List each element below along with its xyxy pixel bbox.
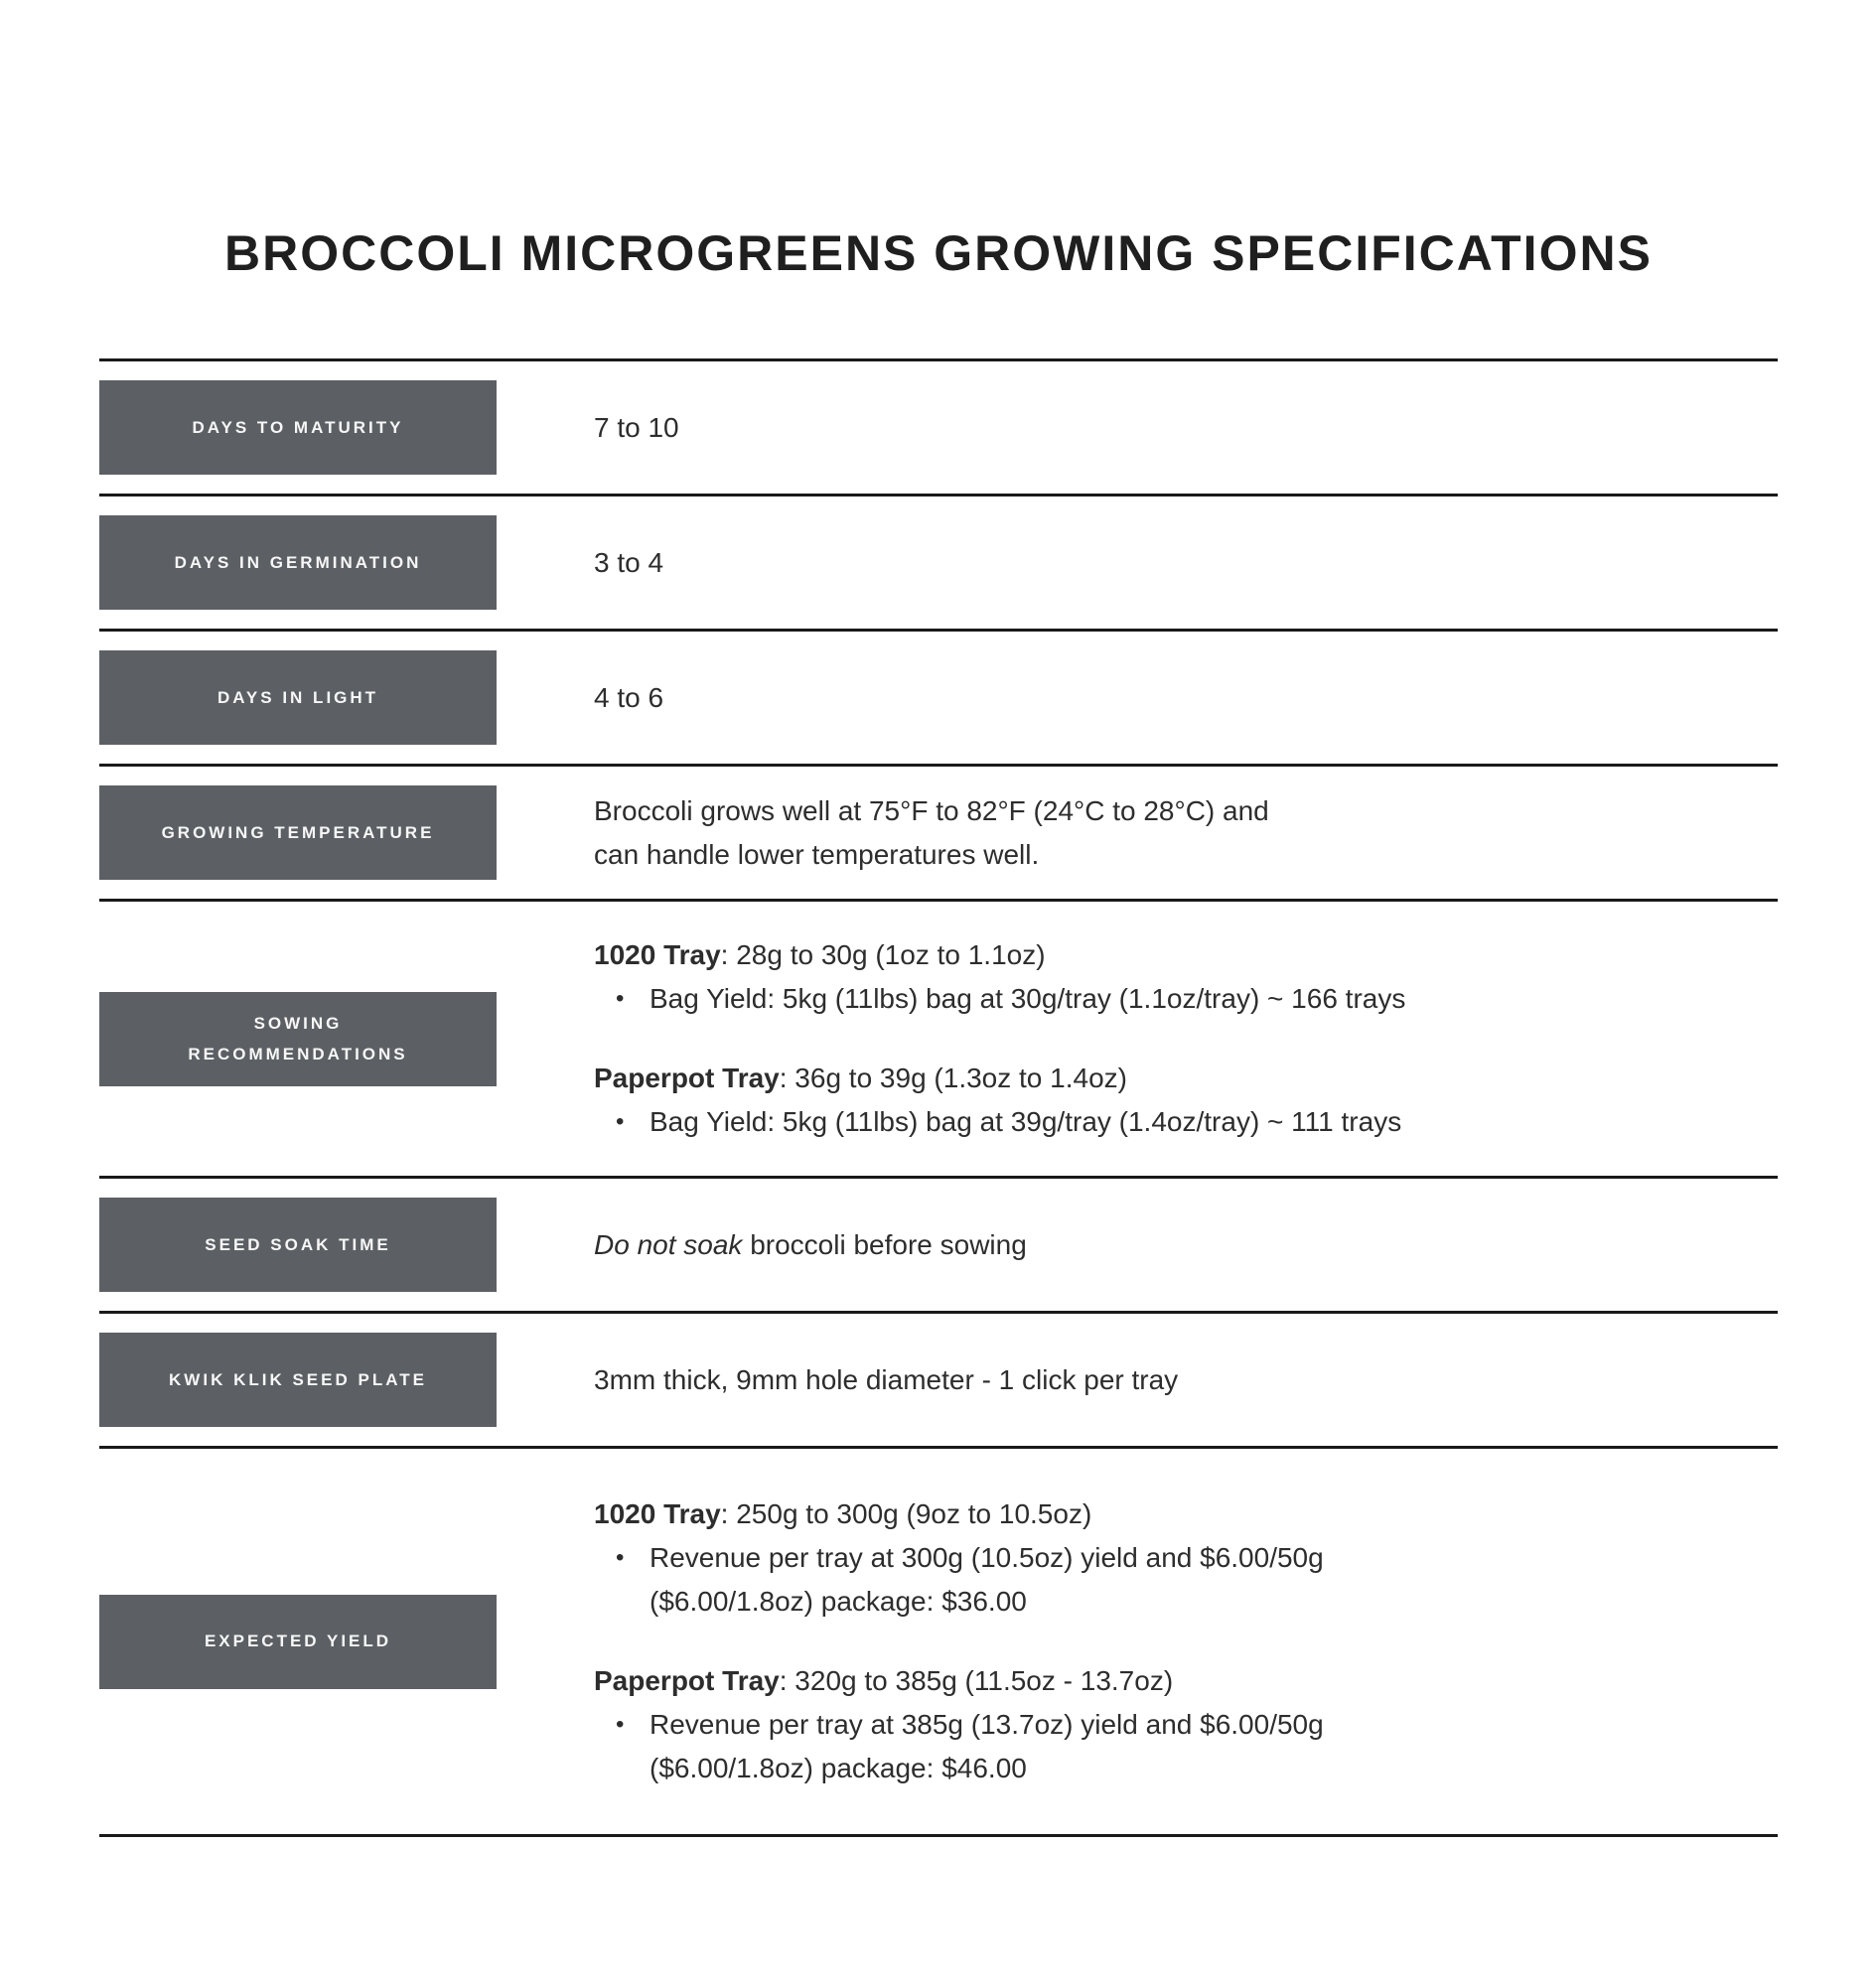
spec-row-days-to-maturity	[99, 358, 1778, 494]
text-line	[594, 676, 1778, 720]
text-line	[594, 406, 1778, 450]
text-line	[594, 1223, 1778, 1267]
page-title: BROCCOLI MICROGREENS GROWING SPECIFICATIONS	[224, 225, 1653, 281]
label-text: DAYS TO MATURITY	[192, 417, 404, 437]
text-line	[594, 1492, 1778, 1536]
bullet-item	[594, 1100, 1778, 1144]
spec-row-kwik-klik-seed-plate	[99, 1311, 1778, 1446]
label-text: SEED SOAK TIME	[205, 1234, 391, 1254]
label-text: SOWING	[253, 1013, 343, 1033]
text-line	[594, 1358, 1778, 1402]
row-label-days-in-light	[99, 650, 497, 745]
row-label-sowing-recommendations	[99, 992, 497, 1086]
bullet-item	[594, 977, 1778, 1021]
text: Bag Yield: 5kg (11lbs) bag at 30g/tray (1.1oz/tray) ~ 166 trays	[649, 983, 1406, 1014]
row-label-days-to-maturity	[99, 380, 497, 475]
value-block	[594, 1659, 1778, 1790]
bold-text: Paperpot Tray	[594, 1665, 780, 1696]
bold-text: 1020 Tray	[594, 1498, 721, 1529]
value-block	[594, 1223, 1778, 1267]
row-value-expected-yield	[594, 1492, 1778, 1790]
row-label-growing-temperature	[99, 785, 497, 880]
text-line	[649, 1747, 1778, 1790]
value-block	[594, 541, 1778, 585]
text-line	[594, 541, 1778, 585]
text-line	[594, 1659, 1778, 1703]
row-value-growing-temperature	[594, 789, 1778, 877]
text: Revenue per tray at 300g (10.5oz) yield and $6.00/50g	[649, 1542, 1324, 1573]
bold-text: Paperpot Tray	[594, 1063, 780, 1093]
label-text: GROWING TEMPERATURE	[161, 822, 435, 842]
label-text: KWIK KLIK SEED PLATE	[169, 1369, 427, 1389]
text-line	[594, 833, 1778, 877]
spec-row-seed-soak-time	[99, 1176, 1778, 1311]
bullet-item	[594, 1703, 1778, 1790]
text: ($6.00/1.8oz) package: $46.00	[649, 1753, 1027, 1783]
bullet-text	[649, 977, 1778, 1021]
bullet-icon: •	[616, 1108, 625, 1135]
row-label-seed-soak-time	[99, 1198, 497, 1292]
bullet-text	[649, 1703, 1778, 1790]
value-block	[594, 1492, 1778, 1624]
label-text: DAYS IN GERMINATION	[174, 552, 422, 572]
text-line	[649, 1100, 1778, 1144]
row-value-days-in-light	[594, 676, 1778, 720]
text-line	[649, 977, 1778, 1021]
bullet-icon: •	[616, 1544, 625, 1571]
text-line	[649, 1536, 1778, 1580]
text: 4 to 6	[594, 681, 664, 713]
value-block	[594, 676, 1778, 720]
row-value-kwik-klik-seed-plate	[594, 1358, 1778, 1402]
label-text: DAYS IN LIGHT	[216, 687, 379, 707]
text-line	[594, 789, 1778, 833]
row-value-seed-soak-time	[594, 1223, 1778, 1267]
row-value-days-in-germination	[594, 541, 1778, 585]
text: ($6.00/1.8oz) package: $36.00	[649, 1586, 1027, 1617]
text: Revenue per tray at 385g (13.7oz) yield and $6.00/50g	[649, 1709, 1324, 1740]
text-line	[649, 1580, 1778, 1624]
text-line	[594, 1057, 1778, 1100]
row-label-kwik-klik-seed-plate	[99, 1333, 497, 1427]
value-block	[594, 789, 1778, 877]
text: 7 to 10	[594, 411, 679, 443]
row-value-days-to-maturity	[594, 406, 1778, 450]
bullet-icon: •	[616, 985, 625, 1012]
spec-row-growing-temperature	[99, 764, 1778, 899]
text-line	[594, 933, 1778, 977]
text: : 28g to 30g (1oz to 1.1oz)	[720, 939, 1046, 970]
italic-text: Do not soak	[594, 1228, 743, 1260]
text-line	[649, 1703, 1778, 1747]
bullet-text	[649, 1100, 1778, 1144]
spec-row-expected-yield	[99, 1446, 1778, 1834]
spec-row-sowing-recommendations	[99, 899, 1778, 1176]
value-block	[594, 1358, 1778, 1402]
label-text: EXPECTED YIELD	[204, 1631, 392, 1651]
bold-text: 1020 Tray	[594, 939, 721, 970]
bullet-item	[594, 1536, 1778, 1624]
text: broccoli before sowing	[742, 1228, 1027, 1260]
value-block	[594, 933, 1778, 1021]
spec-row-days-in-germination	[99, 494, 1778, 629]
bullet-icon: •	[616, 1711, 625, 1738]
text: : 320g to 385g (11.5oz - 13.7oz)	[779, 1665, 1174, 1696]
text: Bag Yield: 5kg (11lbs) bag at 39g/tray (1.4oz/tray) ~ 111 trays	[649, 1106, 1402, 1137]
spec-row-days-in-light	[99, 629, 1778, 764]
value-block	[594, 1057, 1778, 1144]
row-value-sowing-recommendations	[594, 933, 1778, 1144]
row-label-expected-yield	[99, 1595, 497, 1689]
label-text: RECOMMENDATIONS	[188, 1045, 408, 1064]
row-label-days-in-germination	[99, 515, 497, 610]
bullet-text	[649, 1536, 1778, 1624]
text: can handle lower temperatures well.	[594, 838, 1040, 870]
text: Broccoli grows well at 75°F to 82°F (24°C to 28°C) and	[594, 794, 1269, 826]
text: 3mm thick, 9mm hole diameter - 1 click per tray	[594, 1363, 1179, 1395]
value-block	[594, 406, 1778, 450]
text: 3 to 4	[594, 546, 664, 578]
text: : 36g to 39g (1.3oz to 1.4oz)	[779, 1063, 1127, 1093]
spec-table	[99, 358, 1778, 1837]
text: : 250g to 300g (9oz to 10.5oz)	[720, 1498, 1092, 1529]
